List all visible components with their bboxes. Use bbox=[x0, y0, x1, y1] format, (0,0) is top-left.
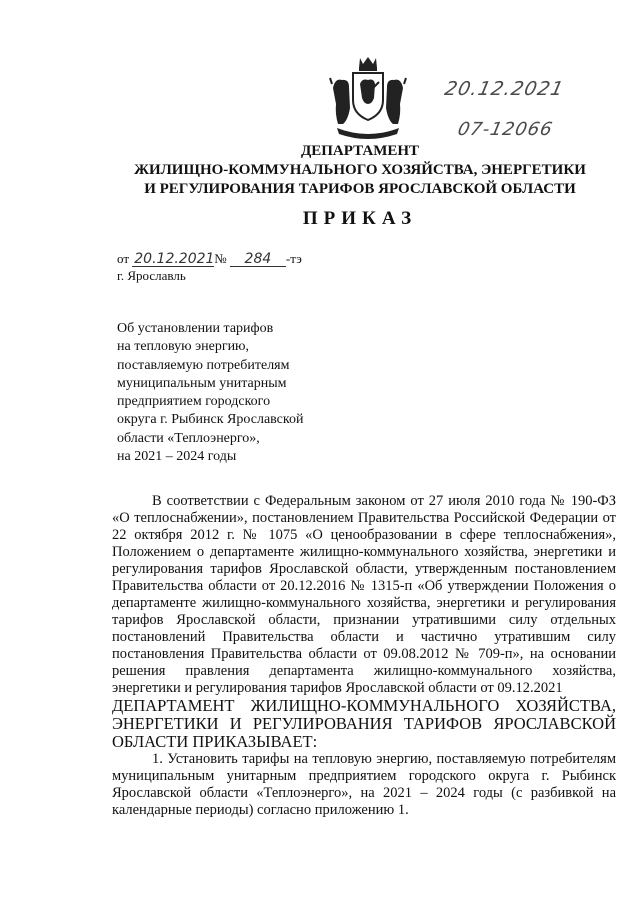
coat-of-arms-icon bbox=[327, 54, 409, 140]
subject-line: поставляемую потребителям bbox=[117, 357, 290, 373]
handwritten-registration-date: 20.12.2021 bbox=[442, 78, 567, 100]
from-label: от bbox=[117, 251, 130, 266]
preamble-paragraph: В соответствии с Федеральным законом от 27 июля 2010 года № 190-ФЗ «О теплоснабжении», постановлением Правительства Российской Федерации от 22 октября 2012 г. № 1075 «О ценообразовании в сфере теплоснабжения», Положением о департаменте жилищно-коммунального хозяйства, энергетики и регулирования тарифов Ярославской области, утвержденным постановлением Правительства области от 20.12.2016 № 1315-п «Об утверждении Положения о департаменте жилищно-коммунального хозяйства, энергетики и регулирования тарифов Ярославской области, признании утратившими силу отдельных постановлений Правительства области и частично утратившим силу постановления Правительства области от 09.08.2012 № 709-п», на основании решения правления департамента жилищно-коммунального хозяйства, энергетики и регулирования тарифов Ярославской области от 09.12.2021 bbox=[112, 493, 616, 696]
orders-paragraph: ДЕПАРТАМЕНТ ЖИЛИЩНО-КОММУНАЛЬНОГО ХОЗЯЙСТВА, ЭНЕРГЕТИКИ И РЕГУЛИРОВАНИЯ ТАРИФОВ ЯРОСЛАВСКОЙ ОБЛАСТИ ПРИКАЗЫВАЕТ: bbox=[112, 696, 616, 751]
order-date-number-line bbox=[117, 251, 302, 267]
handwritten-order-number: 284 bbox=[230, 252, 286, 267]
subject-line: на тепловую энергию, bbox=[117, 339, 250, 355]
subject-line: округа г. Рыбинск Ярославской bbox=[117, 412, 304, 428]
subject-line: муниципальным унитарным bbox=[117, 375, 287, 391]
order-number-suffix: -тэ bbox=[285, 251, 302, 266]
subject-line: на 2021 – 2024 годы bbox=[117, 449, 237, 465]
handwritten-registration-number: 07-12066 bbox=[455, 119, 555, 140]
department-title-line-3: И РЕГУЛИРОВАНИЯ ТАРИФОВ ЯРОСЛАВСКОЙ ОБЛАСТИ bbox=[144, 181, 576, 197]
issue-city: г. Ярославль bbox=[117, 268, 186, 283]
department-title-line-1: ДЕПАРТАМЕНТ bbox=[300, 143, 420, 159]
number-label: № bbox=[214, 251, 227, 266]
order-body bbox=[112, 493, 616, 819]
item-1-paragraph: 1. Установить тарифы на тепловую энергию, поставляемую потребителям муниципальным унитарным предприятием городского округа г. Рыбинск Ярославской области «Теплоэнерго», на 2021 – 2024 годы (с разбивкой на календарные периоды) согласно приложению 1. bbox=[112, 751, 616, 818]
subject-line: области «Теплоэнерго», bbox=[117, 430, 260, 446]
order-subject bbox=[117, 320, 347, 466]
subject-line: Об установлении тарифов bbox=[117, 321, 274, 336]
department-title-line-2: ЖИЛИЩНО-КОММУНАЛЬНОГО ХОЗЯЙСТВА, ЭНЕРГЕТИКИ bbox=[134, 162, 586, 178]
document-type-title: ПРИКАЗ bbox=[302, 208, 418, 229]
subject-line: предприятием городского bbox=[117, 394, 271, 410]
handwritten-order-date: 20.12.2021 bbox=[134, 251, 215, 267]
